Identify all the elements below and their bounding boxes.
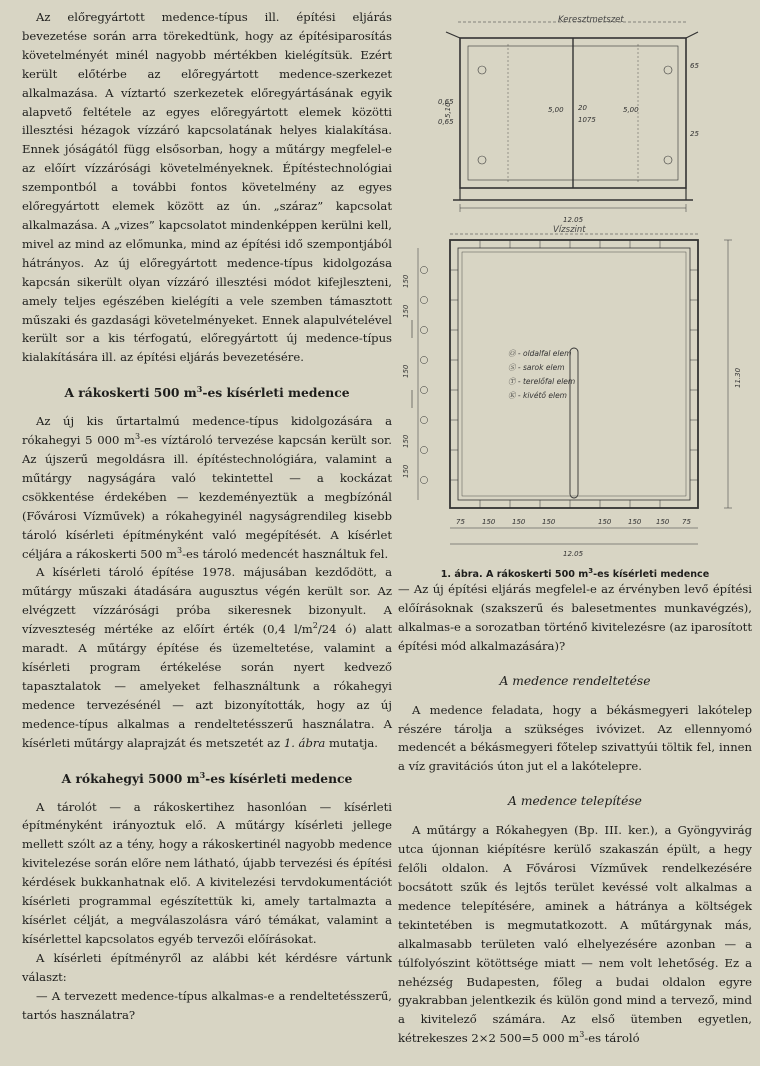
heading-rokahegy: A rókahegyi 5000 $m^3-es$ kísérleti medence <box>61 769 353 786</box>
dim-bottom-4: 150 <box>542 518 556 526</box>
figure-1 <box>398 8 752 580</box>
paragraph-rakoskert-1: Az új kis űrtartalmú medence-típus kidolgozására a rókahegyi 5 000 $m^3-es$ víztároló tervezése kapcsán került sor. Az újszerű megoldásra ill. építéstechnológiára, valamint a műtárgy nagyságára való tekintettel — a kockázat csökkentése érdekében — kezdeményeztük a megbízónál (Fővárosi Vízművek) a rókahegyinél nagyságrendileg kisebb tároló kísérleti építményként való megépítését. A kísérlet céljára a rákoskerti 500 $m^3-es$ tároló medencét használtuk fel. <box>22 414 392 561</box>
legend-item-sarok: Ⓢ - sarok elem <box>508 363 565 372</box>
dim-left-1: 150 <box>402 274 410 288</box>
cross-section <box>446 15 698 212</box>
dim-right: 11.30 <box>734 367 742 388</box>
paragraph-rokahegy-2: A kísérleti építményről az alábbi két kérdésre vártunk választ: <box>22 950 392 984</box>
technical-drawing <box>398 8 752 568</box>
paragraph-question-1: — A tervezett medence-típus alkalmas-e a rendeltetésszerű, tartós használatra? <box>22 988 392 1022</box>
legend-item-kiveto: Ⓚ - kivétő elem <box>508 391 567 400</box>
heading-rakoskert: A rákoskerti 500 $m^3-es$ kísérleti medence <box>64 384 350 401</box>
dim-left-3: 150 <box>402 364 410 378</box>
heading-rendeltetes: A medence rendeltetése <box>499 673 651 688</box>
dim-sec-g: 0,65 <box>438 98 454 106</box>
right-column <box>398 8 752 1048</box>
dim-left-2: 150 <box>402 304 410 318</box>
dim-top: 12.05 <box>563 216 584 224</box>
dim-sec-h: 65 <box>690 62 699 70</box>
dim-bottom-1: 75 <box>456 518 465 526</box>
dim-sec-c: 1075 <box>578 116 596 124</box>
dim-sec-f: 0,65 <box>438 118 454 126</box>
plan-labels <box>402 274 742 558</box>
left-column <box>22 8 392 1024</box>
section-title: Keresztmetszet <box>558 15 624 25</box>
dim-bottom: 12.05 <box>563 550 584 558</box>
paragraph-rokahegy-1: A tárolót — a rákoskertihez hasonlóan — kísérleti építményként irányoztuk elő. A műtárgy kísérleti jellege mellett szólt az a tény, hogy a rákoskertinél nagyobb medence kivitelezése során előre nem látható, újabb tervezési és építési kérdések bukkanhatnak elő. A kivitelezési tervdokumentációt kísérleti programmal egészítettük ki, amely tartalmazta a kísérlet célját, a megválaszolásra váró témákat, valamint a kísérlettel kapcsolatos egyéb tervezői előírásokat. <box>22 799 392 946</box>
paragraph-intro: Az előregyártott medence-típus ill. építési eljárás bevezetése során arra törekedtünk, hogy az építésiparosítás követelményét minél nagyobb mértékben kielégítsük. Ezért került előtérbe az előregyártott medence-szerkezet alkalmazása. A víztartó szerkezetek előregyártásának egyik alapvető feltétele az egyes előregyártott elemek közötti illesztési hézagok vízzáró kapcsolatának helyes kialakítása. Ennek jóságától függ elsősorban, hogy a műtárgy megfelel-e az előírt vízzárósági követelményeknek. Építéstechnológiai szempontból a további fontos követelmény az egyes előregyártott elemek között az ún. „száraz” kapcsolat alkalmazása. A „vizes” kapcsolatot mindenképpen kerülni kell, mivel az mind az előmunka, mind az építési idő szempontjából hátrányos. Az új előregyártott medence-típus kidolgozása kapcsán sikerült olyan vízzáró illesztési módot kifejleszteni, amely teljes egészében kielégíti a vele szemben támasztott műszaki és gazdasági követelményeket. Ennek alapulvételével került sor a kis térfogatú, előregyártott új medence-típus kialakítására ill. az építési eljárás bevezetésére. <box>22 10 392 365</box>
paragraph-question-2: — Az új építési eljárás megfelel-e az érvényben levő építési előírásoknak (szakszerű és balesetmentes munkavégzés), alkalmas-e a sorozatban történő kivitelezésre (az iparosított építési mód alkalmazására)? <box>398 582 752 653</box>
dim-bottom-2: 150 <box>482 518 496 526</box>
dim-bottom-8: 75 <box>682 518 691 526</box>
dim-sec-b: 5,00 <box>623 106 639 114</box>
legend-item-oldalfal: Ⓞ - oldalfal elem <box>508 349 572 358</box>
dim-sec-e: 5,10 <box>444 102 452 118</box>
dim-sec-d: 20 <box>578 104 587 112</box>
plan-title: Vízszint <box>553 225 586 235</box>
heading-telepites: A medence telepítése <box>508 794 642 809</box>
paragraph-rendeltetes: A medence feladata, hogy a békásmegyeri lakótelep részére tárolja a szükséges ivóvizet. Az ellennyomó medencét a békásmegyeri főtelep szivattyúi töltik fel, innen a víz gravitációs úton jut el a lakótelepre. <box>398 702 752 774</box>
dim-sec-a: 5,00 <box>548 106 564 114</box>
paragraph-telepites: A műtárgy a Rókahegyen (Bp. III. ker.), a Gyöngyvirág utca újonnan kiépítésre kerülő szakaszán épült, a hegy felőli oldalon. A Fővárosi Vízművek rendelkezésére bocsátott szűk és lejtős terület kevéssé volt alkalmas a medence telepítésére, aminek a hátránya a költségek tekintetében is megmutatkozott. A műtárgynak más, alkalmasabb területen való elhelyezésére azonban — a túlfolyószint kötöttsége miatt — nem volt lehetőség. Ez a nehézség Budapesten, főleg a budai oldalon egyre gyakrabban jelentkezik és külön gond mind a tervező, mind a kivitelező számára. Az első ütemben egyetlen, kétrekeszes 2×2 500=5 000 $m^3-es$ tároló <box>398 823 752 1046</box>
paragraph-rakoskert-2: A kísérleti tároló építése 1978. májusában kezdődött, a műtárgy műszaki átadására augusztus végén került sor. Az elvégzett vízzárósági próba sikeresnek bizonyult. A vízveszteség mértéke az előírt érték (0,4 $l/m^2/24$ ó) alatt maradt. A műtárgy építése és üzemeltetése, valamint a kísérleti program értékelése során nyert kedvező tapasztalatok — amelyeket felhasználtunk a rókahegyi medence tervezésénél — azt bizonyították, hogy az új medence-típus alkalmas a rendeltetésszerű használatra. A kísérleti műtárgy alaprajzát és metszetét az 1. ábra mutatja. <box>22 565 392 750</box>
figure-caption: 1. ábra. A rákoskerti 500 $m^3-es$ kísérleti medence <box>440 566 710 580</box>
dim-bottom-6: 150 <box>628 518 642 526</box>
dim-bottom-3: 150 <box>512 518 526 526</box>
dim-bottom-7: 150 <box>656 518 670 526</box>
dim-left-4: 150 <box>402 434 410 448</box>
dim-left-5: 150 <box>402 464 410 478</box>
dim-sec-i: 25 <box>690 130 699 138</box>
dim-bottom-5: 150 <box>598 518 612 526</box>
question-2-block <box>398 580 752 656</box>
legend-item-terelofal: Ⓣ - terelőfal elem <box>508 377 576 386</box>
